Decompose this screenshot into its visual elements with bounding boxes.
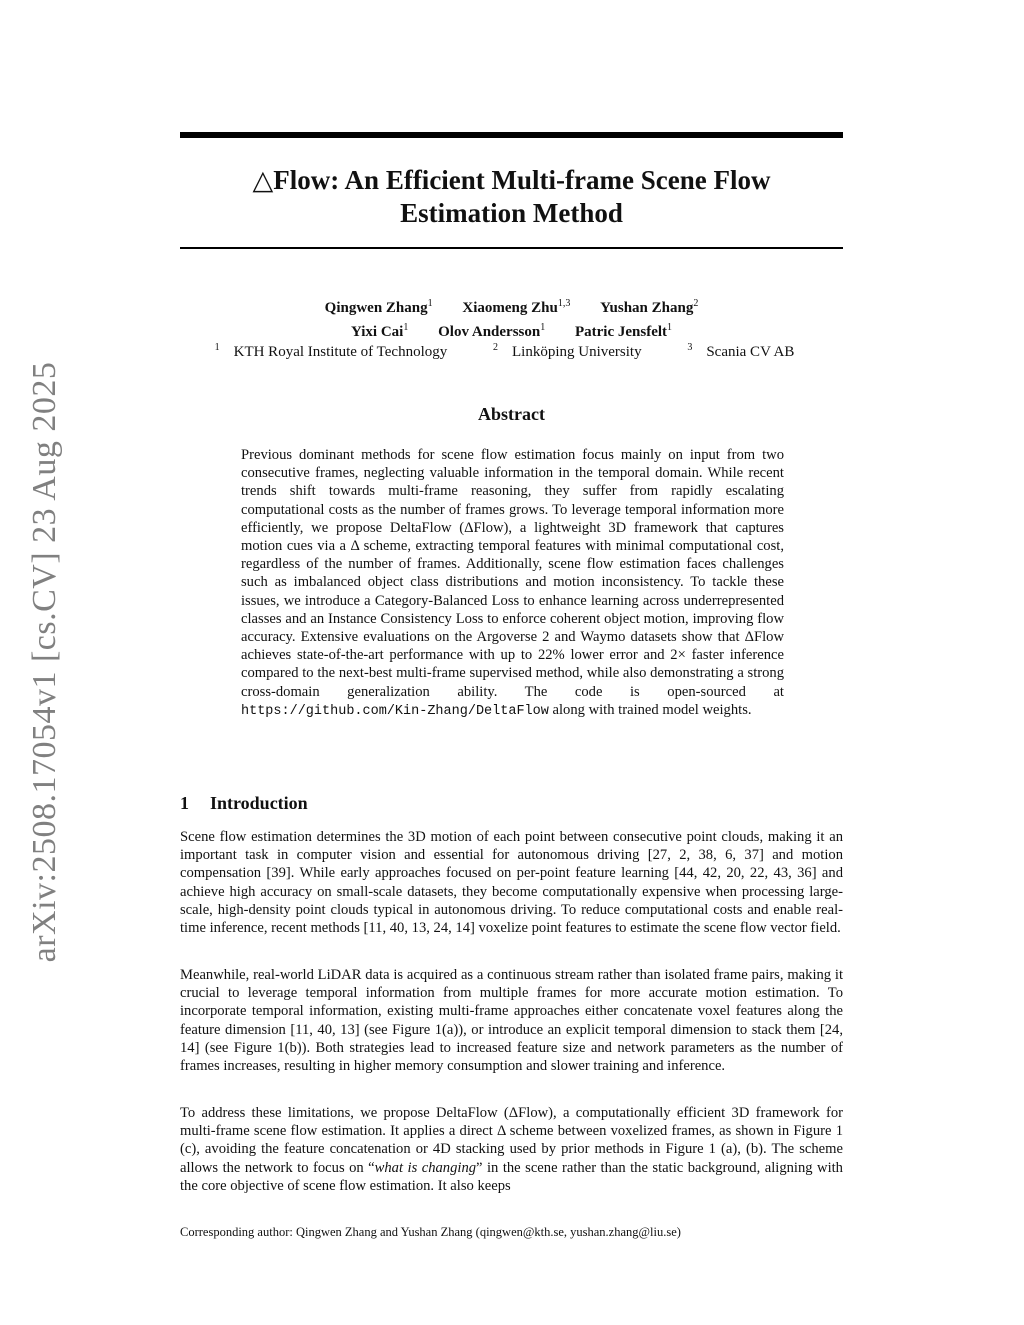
section-number: 1 xyxy=(180,793,189,813)
section-heading-introduction xyxy=(180,793,308,814)
author: Yixi Cai$^1$ xyxy=(350,322,409,340)
code-url-link[interactable]: https://github.com/Kin-Zhang/DeltaFlow xyxy=(241,703,549,719)
author: Olov Andersson$^1$ xyxy=(438,322,546,340)
intro-paragraph-3: To address these limitations, we propose DeltaFlow (ΔFlow), a computationally efficient 3D framework for multi-frame scene flow estimation. It applies a direct Δ scheme between voxelized frames, as shown in Figure 1 (c), avoiding the feature concatenation or 4D stacking used by prior methods in Figure 1 (a), (b). The scheme allows the network to focus on “what is changing” in the scene rather than the static background, aligning with the core objective of scene flow estimation. It also keeps xyxy=(180,1105,843,1194)
arxiv-identifier: arXiv:2508.17054v1 [cs.CV] 23 Aug 2025 xyxy=(26,361,63,963)
title-bottom-rule xyxy=(180,247,843,249)
author: Patric Jensfelt$^1$ xyxy=(574,322,673,340)
author: Xiaomeng Zhu$^{1,3}$ xyxy=(462,298,571,316)
affiliation: $^3$ Scania CV AB xyxy=(687,342,795,360)
affiliation: $^2$ Linköping University xyxy=(493,342,642,360)
section-title: Introduction xyxy=(210,793,308,813)
author: Qingwen Zhang$^1$ xyxy=(324,298,433,316)
abstract-heading: Abstract xyxy=(478,404,545,424)
author-row-1 xyxy=(180,294,843,318)
author-list xyxy=(180,294,843,342)
intro-paragraph-1: Scene flow estimation determines the 3D motion of each point between consecutive point clouds, making it an important task in computer vision and essential for autonomous driving [27, 2, 38, 6, 37] and motion compensation [39]. While early approaches focused on per-point feature learning [44, 42, 20, 22, 43, 36] and achieve high accuracy on small-scale datasets, they become computationally expensive when processing large-scale, high-density point clouds typical in autonomous driving. To reduce computational costs and enable real-time inference, recent methods [11, 40, 13, 24, 14] voxelize point features to estimate the scene flow vector field. xyxy=(180,829,843,937)
affiliation: $^1$ KTH Royal Institute of Technology xyxy=(214,342,448,360)
title-top-rule xyxy=(180,132,843,138)
paper-title xyxy=(180,164,843,230)
corresponding-author-footnote: Corresponding author: Qingwen Zhang and Yushan Zhang (qingwen@kth.se, yushan.zhang@liu.se) xyxy=(180,1225,681,1239)
intro-paragraph-2: Meanwhile, real-world LiDAR data is acquired as a continuous stream rather than isolated frame pairs, making it crucial to leverage temporal information from multiple frames for more accurate motion estimation. To incorporate temporal information, existing multi-frame approaches either concatenate voxel features along the feature dimension [11, 40, 13] (see Figure 1(a)), or introduce an explicit temporal dimension to stack them [24, 14] (see Figure 1(b)). Both strategies lead to increased feature size and network parameters as the number of frames increases, resulting in higher memory consumption and slower training and inference. xyxy=(180,967,843,1075)
author: Yushan Zhang$^2$ xyxy=(600,298,699,316)
affiliation-list xyxy=(180,338,843,362)
title-line-1: △Flow: An Efficient Multi-frame Scene Flow xyxy=(252,165,771,195)
abstract-body: Previous dominant methods for scene flow estimation focus mainly on input from two consecutive frames, neglecting valuable information in the temporal domain. While recent trends shift towards multi-frame reasoning, they suffer from rapidly escalating computational costs as the number of frames grows. To leverage temporal information more efficiently, we propose DeltaFlow (ΔFlow), a lightweight 3D framework that captures motion cues via a Δ scheme, extracting temporal features with minimal computational cost, regardless of the number of frames. Additionally, scene flow estimation faces challenges such as imbalanced object class distributions and motion inconsistency. To tackle these issues, we introduce a Category-Balanced Loss to enhance learning across underrepresented classes and an Instance Consistency Loss to enforce coherent object motion, improving flow accuracy. Extensive evaluations on the Argoverse 2 and Waymo datasets show that ΔFlow achieves state-of-the-art performance with up to 22% lower error and 2× faster inference compared to the next-best multi-frame supervised method, while also demonstrating a strong cross-domain generalization ability. The code is open-sourced at https://github.com/Kin-Zhang/DeltaFlow along with trained model weights. xyxy=(241,447,784,719)
emphasis-text: what is changing xyxy=(374,1159,477,1176)
title-line-2: Estimation Method xyxy=(400,198,623,228)
